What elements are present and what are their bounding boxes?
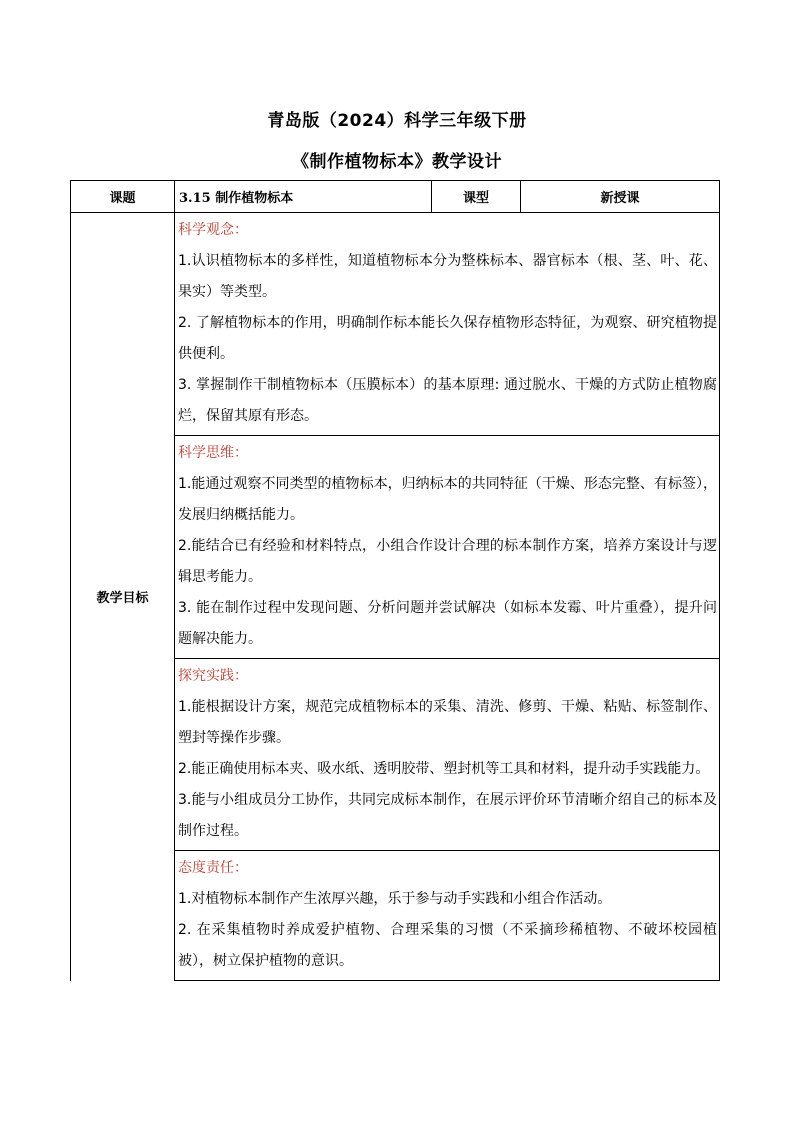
topic-label: 课题 [71,181,175,213]
goal-section [175,436,720,659]
goal-section-heading: 科学观念： [178,222,248,238]
goal-section [175,851,720,981]
goal-section [175,659,720,851]
document-subtitle: 《制作植物标本》教学设计 [292,152,502,172]
goal-item: 3. 能在制作过程中发现问题、分析问题并尝试解决（如标本发霉、叶片重叠），提升问题解决能力。 [178,600,717,647]
type-value: 新授课 [521,181,720,213]
goal-item: 1.能根据设计方案，规范完成植物标本的采集、清洗、修剪、干燥、粘贴、标签制作、塑封等操作步骤。 [178,699,717,746]
document-title: 青岛版（2024）科学三年级下册 [267,111,527,131]
table-header-row [71,181,720,213]
topic-value: 3.15 制作植物标本 [175,181,432,213]
goal-item: 2. 了解植物标本的作用，明确制作标本能长久保存植物形态特征，为观察、研究植物提供便利。 [178,315,717,362]
goal-item: 1.认识植物标本的多样性，知道植物标本分为整株标本、器官标本（根、茎、叶、花、果实）等类型。 [178,253,717,300]
goal-section [175,213,720,436]
goal-item: 2.能正确使用标本夹、吸水纸、透明胶带、塑封机等工具和材料，提升动手实践能力。 [178,761,710,777]
goal-section-heading: 探究实践： [178,668,248,684]
goal-section-heading: 态度责任： [178,860,248,876]
goals-row-science-concept [71,213,720,436]
goal-item: 3.能与小组成员分工协作，共同完成标本制作，在展示评价环节清晰介绍自己的标本及制作过程。 [178,792,717,839]
goal-item: 2.能结合已有经验和材料特点，小组合作设计合理的标本制作方案，培养方案设计与逻辑思考能力。 [178,538,717,585]
type-label: 课型 [432,181,521,213]
goal-section-heading: 科学思维： [178,445,248,461]
goal-item: 1.对植物标本制作产生浓厚兴趣，乐于参与动手实践和小组合作活动。 [178,891,612,907]
goal-item: 1.能通过观察不同类型的植物标本，归纳标本的共同特征（干燥、形态完整、有标签），发展归纳概括能力。 [178,476,717,523]
lesson-design-table [70,180,720,981]
goals-label: 教学目标 [71,213,175,981]
goal-item: 3. 掌握制作干制植物标本（压膜标本）的基本原理: 通过脱水、干燥的方式防止植物腐烂，保留其原有形态。 [178,377,717,424]
goal-item: 2. 在采集植物时养成爱护植物、合理采集的习惯（不采摘珍稀植物、不破坏校园植被），树立保护植物的意识。 [178,922,717,969]
